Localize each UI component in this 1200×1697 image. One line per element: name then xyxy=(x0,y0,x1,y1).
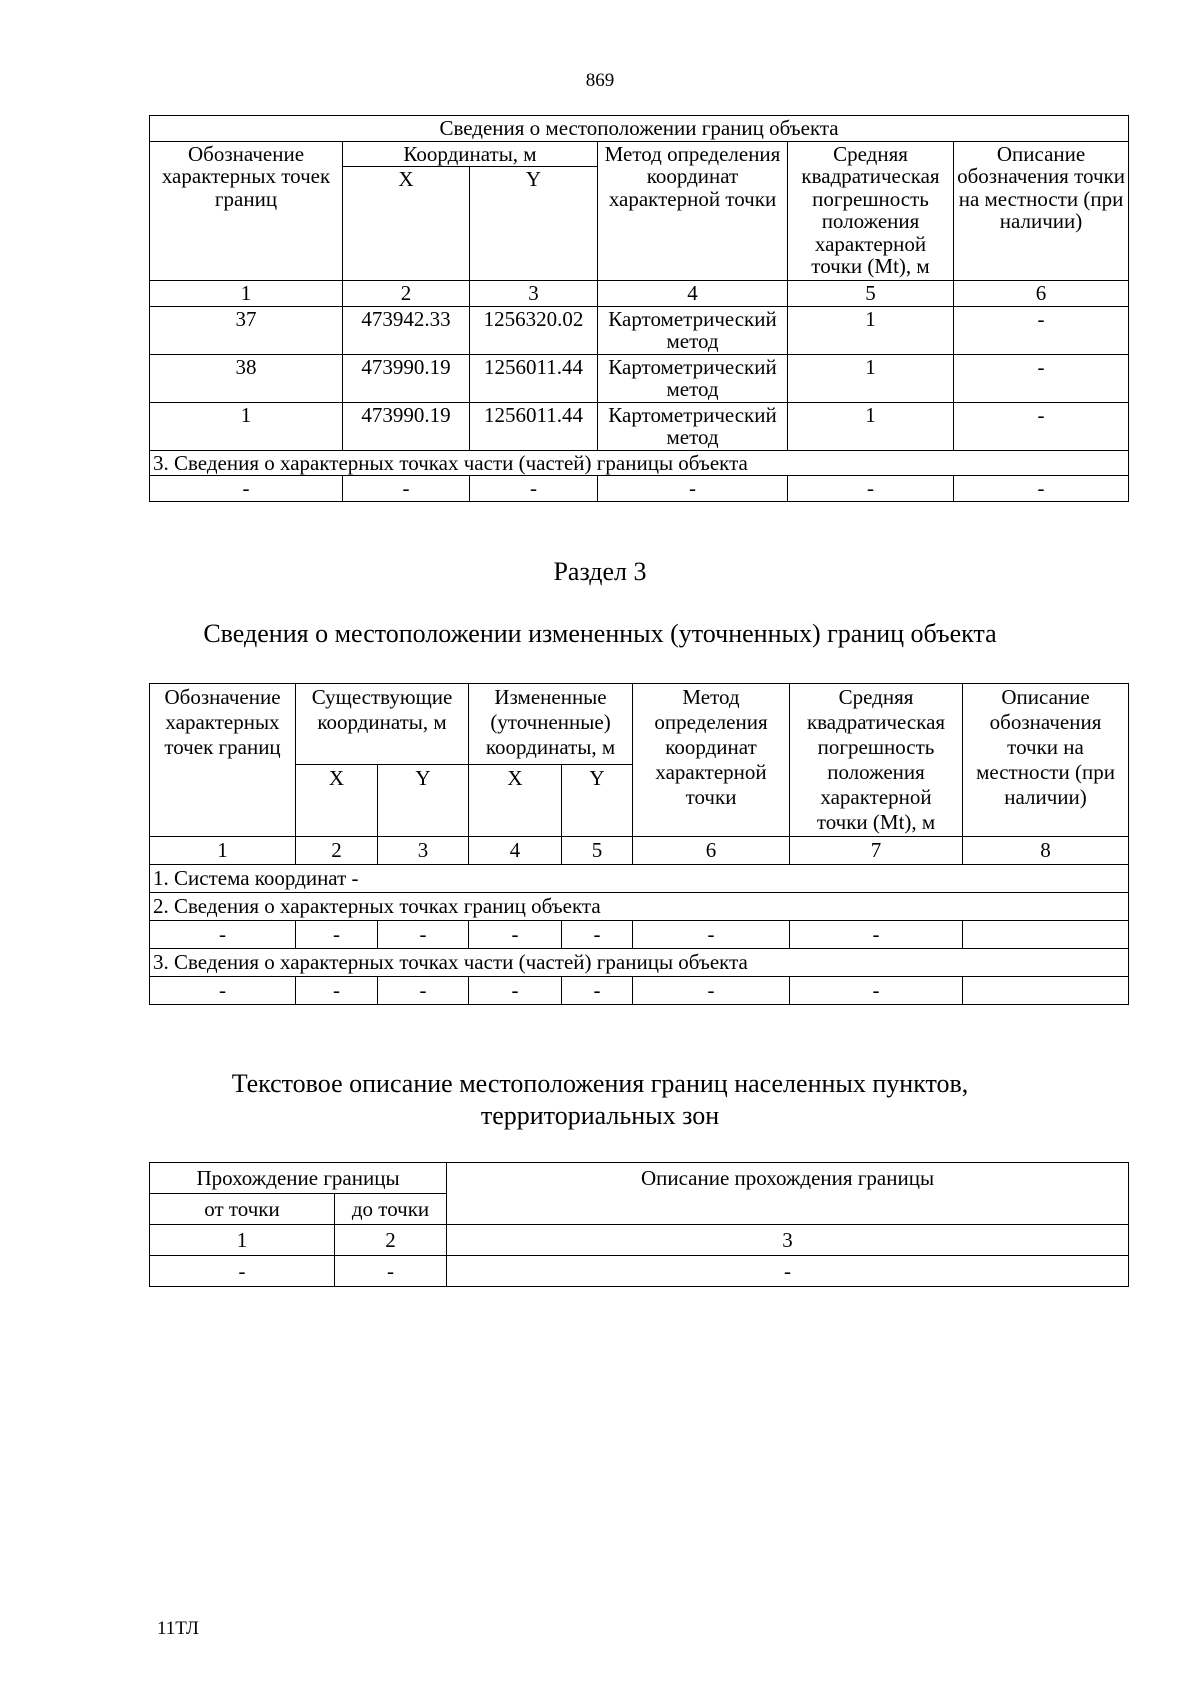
cell-empty: - xyxy=(296,977,378,1005)
table-row xyxy=(150,921,1129,949)
column-number: 7 xyxy=(790,837,963,865)
changed-boundaries-table xyxy=(149,683,1129,1005)
cell-empty: - xyxy=(633,921,790,949)
cell-empty xyxy=(963,977,1129,1005)
header-designation: Обозначение характерных точек границ xyxy=(150,684,296,837)
table-row xyxy=(150,977,1129,1005)
header-coordinates: Координаты, м xyxy=(343,141,598,167)
cell-method: Картометрический метод xyxy=(598,354,788,402)
section-label: 2. Сведения о характерных точках границ объекта xyxy=(150,893,1129,921)
cell-error: 1 xyxy=(788,354,954,402)
cell-empty: - xyxy=(469,977,562,1005)
column-number: 1 xyxy=(150,281,343,307)
cell-empty: - xyxy=(470,476,598,502)
cell-empty: - xyxy=(790,977,963,1005)
cell-empty: - xyxy=(150,476,343,502)
cell-point: 37 xyxy=(150,306,343,354)
header-description: Описание обозначения точки на местности (при наличии) xyxy=(954,141,1129,281)
header-existing-coordinates: Существующие координаты, м xyxy=(296,684,469,765)
cell-empty: - xyxy=(296,921,378,949)
header-error: Средняя квадратическая погрешность положения характерной точки (Mt), м xyxy=(790,684,963,837)
column-number: 5 xyxy=(788,281,954,307)
column-number: 1 xyxy=(150,837,296,865)
cell-empty: - xyxy=(378,977,469,1005)
cell-x: 473990.19 xyxy=(343,402,470,450)
cell-empty: - xyxy=(954,476,1129,502)
section-label: 3. Сведения о характерных точках части (частей) границы объекта xyxy=(150,949,1129,977)
column-numbers-row xyxy=(150,837,1129,865)
table-row xyxy=(150,354,1129,402)
cell-empty: - xyxy=(598,476,788,502)
header-to-point: до точки xyxy=(335,1194,447,1225)
column-number: 2 xyxy=(335,1225,447,1256)
table-row xyxy=(150,306,1129,354)
cell-point: 38 xyxy=(150,354,343,402)
header-description: Описание обозначения точки на местности (при наличии) xyxy=(963,684,1129,837)
cell-y: 1256320.02 xyxy=(470,306,598,354)
column-number: 3 xyxy=(378,837,469,865)
table-title: Сведения о местоположении границ объекта xyxy=(150,116,1129,142)
header-designation: Обозначение характерных точек границ xyxy=(150,141,343,281)
section-heading: Раздел 3 xyxy=(553,557,647,586)
cell-empty: - xyxy=(335,1256,447,1287)
table-row xyxy=(150,1256,1129,1287)
cell-empty: - xyxy=(150,1256,335,1287)
page-number: 869 xyxy=(585,70,615,91)
cell-empty: - xyxy=(447,1256,1129,1287)
section-label: 1. Система координат - xyxy=(150,865,1129,893)
footer-code: 11ТЛ xyxy=(157,1618,199,1639)
header-y: Y xyxy=(470,167,598,281)
text-description-heading xyxy=(0,1068,1200,1132)
table-row xyxy=(150,476,1129,502)
cell-error: 1 xyxy=(788,402,954,450)
header-method: Метод определения координат характерной точки xyxy=(598,141,788,281)
header-x: X xyxy=(469,765,562,837)
header-y: Y xyxy=(562,765,633,837)
column-number: 1 xyxy=(150,1225,335,1256)
column-number: 2 xyxy=(296,837,378,865)
header-from-point: от точки xyxy=(150,1194,335,1225)
column-number: 4 xyxy=(469,837,562,865)
cell-error: 1 xyxy=(788,306,954,354)
boundary-description-table xyxy=(149,1162,1129,1287)
section-subheading: Сведения о местоположении измененных (уточненных) границ объекта xyxy=(203,619,997,648)
cell-empty: - xyxy=(788,476,954,502)
column-number: 5 xyxy=(562,837,633,865)
cell-empty: - xyxy=(150,977,296,1005)
column-number: 8 xyxy=(963,837,1129,865)
cell-empty: - xyxy=(562,921,633,949)
cell-y: 1256011.44 xyxy=(470,402,598,450)
heading-line: территориальных зон xyxy=(480,1101,720,1130)
column-numbers-row xyxy=(150,281,1129,307)
cell-x: 473942.33 xyxy=(343,306,470,354)
cell-empty: - xyxy=(343,476,470,502)
cell-empty xyxy=(963,921,1129,949)
cell-method: Картометрический метод xyxy=(598,402,788,450)
heading-line: Текстовое описание местоположения границ населенных пунктов, xyxy=(231,1069,969,1098)
cell-y: 1256011.44 xyxy=(470,354,598,402)
column-number: 6 xyxy=(954,281,1129,307)
table-row xyxy=(150,402,1129,450)
header-passage: Прохождение границы xyxy=(150,1163,447,1194)
header-y: Y xyxy=(378,765,469,837)
boundary-location-table xyxy=(149,115,1129,502)
cell-empty: - xyxy=(562,977,633,1005)
cell-description: - xyxy=(954,354,1129,402)
header-x: X xyxy=(296,765,378,837)
header-passage-description: Описание прохождения границы xyxy=(447,1163,1129,1225)
section-label: 3. Сведения о характерных точках части (частей) границы объекта xyxy=(150,450,1129,476)
cell-empty: - xyxy=(633,977,790,1005)
column-number: 4 xyxy=(598,281,788,307)
cell-point: 1 xyxy=(150,402,343,450)
column-number: 2 xyxy=(343,281,470,307)
header-x: X xyxy=(343,167,470,281)
cell-empty: - xyxy=(469,921,562,949)
column-number: 6 xyxy=(633,837,790,865)
header-changed-coordinates: Измененные (уточненные) координаты, м xyxy=(469,684,633,765)
header-error: Средняя квадратическая погрешность положения характерной точки (Mt), м xyxy=(788,141,954,281)
cell-x: 473990.19 xyxy=(343,354,470,402)
column-numbers-row xyxy=(150,1225,1129,1256)
cell-description: - xyxy=(954,306,1129,354)
cell-empty: - xyxy=(150,921,296,949)
cell-description: - xyxy=(954,402,1129,450)
column-number: 3 xyxy=(470,281,598,307)
column-number: 3 xyxy=(447,1225,1129,1256)
header-method: Метод определения координат характерной точки xyxy=(633,684,790,837)
cell-empty: - xyxy=(790,921,963,949)
cell-empty: - xyxy=(378,921,469,949)
cell-method: Картометрический метод xyxy=(598,306,788,354)
